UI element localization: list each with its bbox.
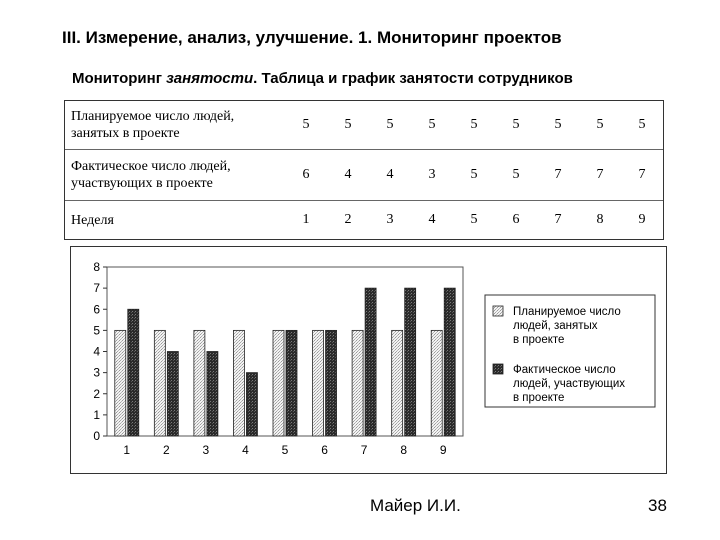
- table-cell: 5: [554, 117, 562, 132]
- bar-actual: [365, 288, 376, 436]
- table-cell: 5: [302, 117, 310, 132]
- y-tick-label: 3: [93, 365, 100, 380]
- table-row-week: [65, 201, 663, 239]
- row-label: [65, 212, 285, 229]
- table-cell: 3: [428, 167, 436, 182]
- x-tick-label: 7: [360, 443, 368, 457]
- footer-author: Майер И.И.: [370, 496, 461, 515]
- legend-label: людей, занятых: [513, 320, 598, 332]
- slide-title: III. Измерение, анализ, улучшение. 1. Мониторинг проектов: [62, 28, 562, 47]
- row-label-line1: Планируемое число людей,: [71, 109, 235, 124]
- bar-actual: [167, 352, 178, 437]
- table-cell: 1: [302, 212, 310, 227]
- y-tick-label: 7: [93, 281, 100, 296]
- row-label: [65, 158, 285, 192]
- x-tick-label: 8: [400, 443, 408, 457]
- bar-actual: [444, 288, 455, 436]
- bar-actual: [405, 288, 416, 436]
- legend-label: Фактическое число: [513, 364, 616, 376]
- table-cell: 7: [554, 167, 562, 182]
- x-tick-label: 3: [202, 443, 210, 457]
- table-row-actual: [65, 150, 663, 201]
- table-row-planned: [65, 101, 663, 150]
- row-label-line2: занятых в проекте: [71, 126, 180, 141]
- legend-swatch-actual: [493, 364, 503, 374]
- legend-label: Планируемое число: [513, 306, 621, 318]
- row-values: [285, 212, 663, 228]
- table-cell: 5: [470, 117, 478, 132]
- bar-planned: [431, 330, 442, 436]
- y-tick-label: 6: [93, 302, 100, 317]
- table-cell: 5: [344, 117, 352, 132]
- row-label-line1: Неделя: [71, 212, 114, 228]
- bar-planned: [352, 330, 363, 436]
- table-cell: 6: [302, 167, 310, 182]
- legend-label: в проекте: [513, 392, 565, 404]
- bar-planned: [273, 330, 284, 436]
- row-label: [65, 108, 285, 142]
- bar-chart-svg: [71, 247, 666, 473]
- table-cell: 7: [638, 167, 646, 182]
- x-tick-label: 1: [123, 443, 131, 457]
- bar-planned: [115, 330, 126, 436]
- bar-planned: [233, 330, 244, 436]
- legend-label: в проекте: [513, 334, 565, 346]
- y-tick-label: 0: [93, 429, 100, 443]
- table-cell: 4: [344, 167, 352, 182]
- bar-planned: [392, 330, 403, 436]
- y-tick-label: 2: [93, 386, 100, 401]
- table-cell: 7: [596, 167, 604, 182]
- x-tick-label: 9: [439, 443, 447, 457]
- bar-planned: [194, 330, 205, 436]
- table-cell: 2: [344, 212, 352, 227]
- bar-planned: [154, 330, 165, 436]
- table-cell: 3: [386, 212, 394, 227]
- table-cell: 5: [596, 117, 604, 132]
- staffing-table: [64, 100, 664, 240]
- table-cell: 4: [386, 167, 394, 182]
- bar-actual: [246, 373, 257, 436]
- y-tick-label: 1: [93, 407, 100, 422]
- row-values: [285, 167, 663, 183]
- subtitle-part1: Мониторинг: [72, 70, 167, 87]
- table-cell: 5: [512, 167, 520, 182]
- bar-actual: [326, 330, 337, 436]
- table-cell: 5: [512, 117, 520, 132]
- x-tick-label: 2: [162, 443, 170, 457]
- staffing-chart: [70, 246, 667, 474]
- legend-label: людей, участвующих: [513, 378, 626, 390]
- table-cell: 4: [428, 212, 436, 227]
- page-number: 38: [648, 496, 667, 515]
- table-cell: 5: [386, 117, 394, 132]
- subtitle-italic: занятости: [166, 70, 254, 87]
- table-cell: 7: [554, 212, 562, 227]
- slide-subtitle: [72, 70, 692, 87]
- legend-swatch-planned: [493, 306, 503, 316]
- y-tick-label: 4: [93, 344, 100, 359]
- x-tick-label: 4: [242, 443, 249, 457]
- table-cell: 9: [638, 212, 646, 227]
- y-tick-label: 8: [93, 260, 100, 274]
- bar-actual: [207, 352, 218, 437]
- table-cell: 5: [470, 167, 478, 182]
- table-cell: 5: [470, 212, 478, 227]
- row-values: [285, 117, 663, 133]
- table-cell: 6: [512, 212, 520, 227]
- table-cell: 5: [638, 117, 646, 132]
- table-cell: 8: [596, 212, 604, 227]
- bar-planned: [313, 330, 324, 436]
- y-tick-label: 5: [93, 323, 100, 338]
- row-label-line1: Фактическое число людей,: [71, 159, 231, 174]
- x-tick-label: 5: [281, 443, 289, 457]
- bar-actual: [128, 309, 139, 436]
- bar-actual: [286, 330, 297, 436]
- subtitle-part2: . Таблица и график занятости сотрудников: [253, 70, 573, 87]
- row-label-line2: участвующих в проекте: [71, 176, 213, 191]
- table-cell: 5: [428, 117, 436, 132]
- x-tick-label: 6: [321, 443, 328, 457]
